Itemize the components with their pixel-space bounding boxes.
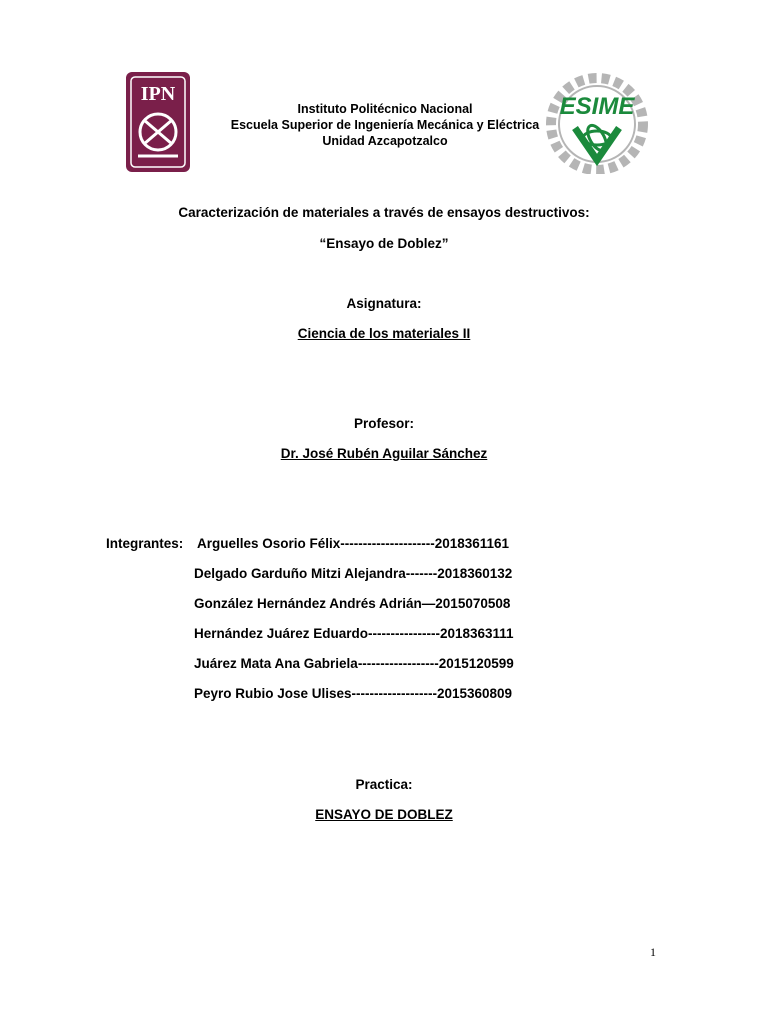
esime-logo-text: ESIME <box>559 93 635 120</box>
institute-name: Instituto Politécnico Nacional <box>297 102 473 116</box>
member-item: Juárez Mata Ana Gabriela------------------2015120599 <box>194 656 514 671</box>
professor-value: Dr. José Rubén Aguilar Sánchez <box>280 446 488 461</box>
title-line-1: Caracterización de materiales a través de ensayos destructivos: <box>178 205 590 220</box>
ipn-logo-text: IPN <box>140 83 176 105</box>
member-item: González Hernández Andrés Adrián—2015070508 <box>194 596 511 611</box>
ipn-logo <box>124 70 192 174</box>
member-item: Peyro Rubio Jose Ulises-------------------2015360809 <box>194 686 513 701</box>
school-name: Escuela Superior de Ingeniería Mecánica y Eléctrica <box>230 118 540 132</box>
practice-label: Practica: <box>355 777 413 792</box>
member-item: Arguelles Osorio Félix---------------------2018361161 <box>197 536 510 551</box>
practice-value: ENSAYO DE DOBLEZ <box>315 807 453 822</box>
subject-value: Ciencia de los materiales II <box>297 326 471 341</box>
member-item: Hernández Juárez Eduardo----------------2018363111 <box>194 626 514 641</box>
subject-label: Asignatura: <box>346 296 422 311</box>
professor-label: Profesor: <box>353 416 414 431</box>
title-line-2: “Ensayo de Doblez” <box>319 236 449 251</box>
page-number: 1 <box>650 945 656 959</box>
member-item: Delgado Garduño Mitzi Alejandra-------2018360132 <box>194 566 513 581</box>
unit-name: Unidad Azcapotzalco <box>322 134 448 148</box>
members-label: Integrantes: <box>106 536 184 551</box>
